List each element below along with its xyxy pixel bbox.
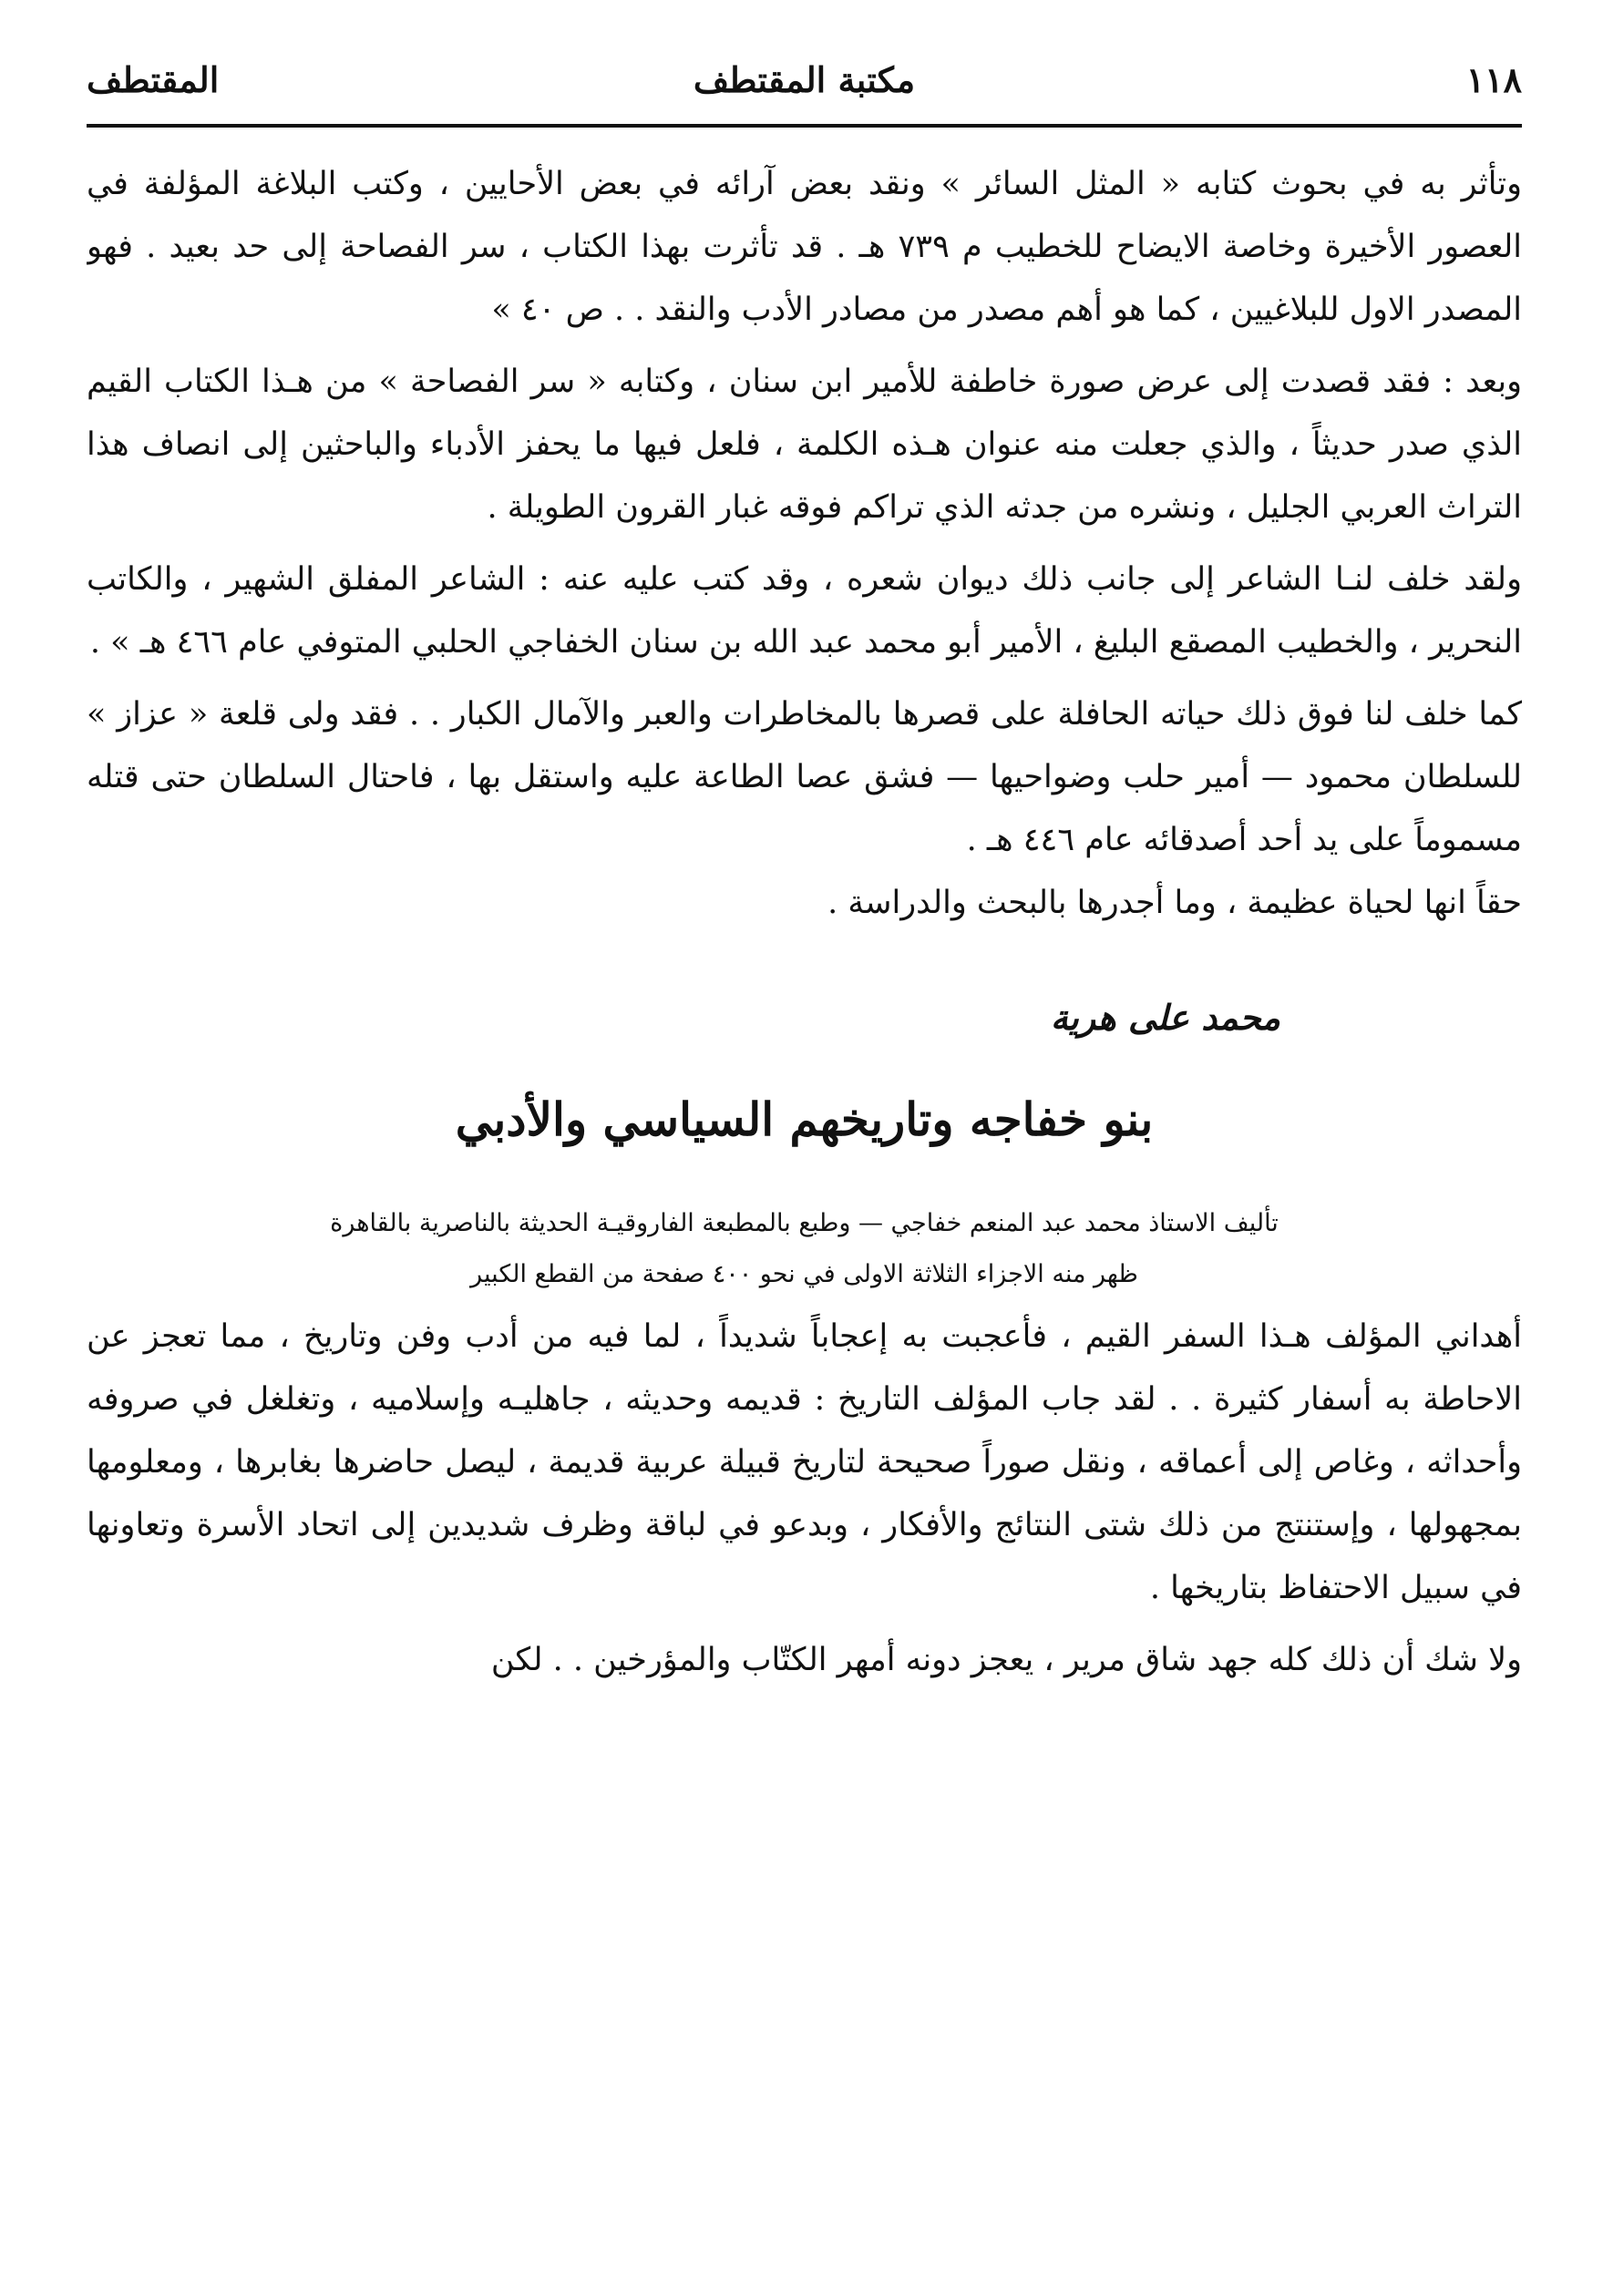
page-number: ١١٨ [1465,58,1522,100]
header-rule [87,124,1522,128]
journal-name: المقتطف [87,58,220,100]
bibliography-line-2: ظهر منه الاجزاء الثلاثة الاولى في نحو ٤٠٠ صفحة من القطع الكبير [470,1260,1138,1288]
paragraph-diwan: ولقد خلف لنـا الشاعر إلى جانب ذلك ديوان شعره ، وقد كتب عليه عنه : الشاعر المفلق الشهير ، والكاتب النحرير ، والخطيب المصقع البليغ ، الأمير أبو محمد عبد الله بن سنان الخفاجي الحلبي المتوفي عام ٤٦٦ هـ » . [87,561,1522,661]
journal-page [87,46,1522,2269]
section-title: مكتبة المقتطف [693,58,916,100]
paragraph-quote-end: وتأثر به في بحوث كتابه « المثل السائر » ونقد بعض آرائه في بعض الأحايين ، وكتب البلاغة المؤلفة في العصور الأخيرة وخاصة الايضاح للخطيب م ٧٣٩ هـ . قد تأثرت بهذا الكتاب ، سر الفصاحة إلى حد بعيد . فهو المصدر الاول للبلاغيين ، كما هو أهم مصدر من مصادر الأدب والنقد . . ص ٤٠ » [87,166,1522,328]
paragraph-conclusion: حقاً انها لحياة عظيمة ، وما أجدرها بالبحث والدراسة . [827,885,1522,921]
bibliography-line-1: تأليف الاستاذ محمد عبد المنعم خفاجي — وطبع بالمطبعة الفاروقيـة الحديثة بالناصرية بالقاهرة [330,1209,1279,1237]
review-paragraph-2: ولا شك أن ذلك كله جهد شاق مرير ، يعجز دونه أمهر الكتّاب والمؤرخين . . لكن [490,1642,1522,1678]
running-header [87,46,1522,113]
author-signature: محمد على هرية [1050,997,1280,1038]
paragraph-intent: وبعد : فقد قصدت إلى عرض صورة خاطفة للأمير ابن سنان ، وكتابه « سر الفصاحة » من هـذا الكتاب القيم الذي صدر حديثاً ، والذي جعلت منه عنوان هـذه الكلمة ، فلعل فيها ما يحفز الأدباء والباحثين إلى انصاف هذا التراث العربي الجليل ، ونشره من جدثه الذي تراكم فوقه غبار القرون الطويلة . [87,364,1522,526]
paragraph-life: كما خلف لنا فوق ذلك حياته الحافلة على قصرها بالمخاطرات والعبر والآمال الكبار . . فقد ولى قلعة « عزاز » للسلطان محمود — أمير حلب وضواحيها — فشق عصا الطاعة عليه واستقل بها ، فاحتال السلطان حتى قتله مسموماً على يد أحد أصدقائه عام ٤٤٦ هـ . [87,696,1522,858]
review-title: بنو خفاجه وتاريخهم السياسي والأدبي [455,1092,1154,1146]
review-paragraph-1: أهداني المؤلف هـذا السفر القيم ، فأعجبت به إعجاباً شديداً ، لما فيه من أدب وفن وتاريخ ، مما تعجز عن الاحاطة به أسفار كثيرة . . لقد جاب المؤلف التاريخ : قديمه وحديثه ، جاهليـه وإسلاميه ، وتغلغل في صروفه وأحداثه ، وغاص إلى أعماقه ، ونقل صوراً صحيحة لتاريخ قبيلة عربية قديمة ، ليصل حاضرها بغابرها ، ومعلومها بمجهولها ، وإستنتج من ذلك شتى النتائج والأفكار ، وبدعو في لباقة وظرف شديدين إلى اتحاد الأسرة وتعاونها في سبيل الاحتفاظ بتاريخها . [87,1318,1522,1606]
